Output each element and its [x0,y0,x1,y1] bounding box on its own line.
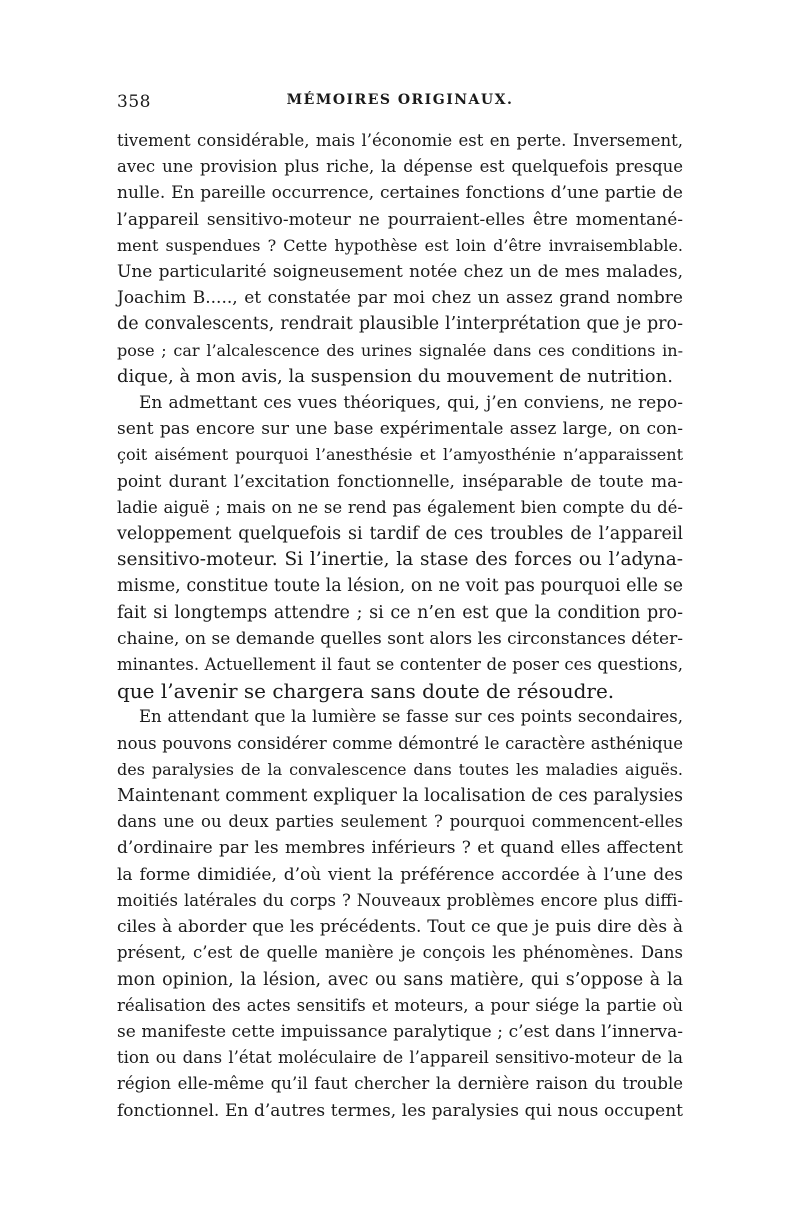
text-line: pose ; car l’alcalescence des urines signalée dans ces conditions in- [117,340,683,360]
text-line: des paralysies de la convalescence dans toutes les maladies aiguës. [117,759,683,779]
text-line: En admettant ces vues théoriques, qui, j’en conviens, ne repo- [139,393,683,414]
text-line: région elle-même qu’il faut chercher la dernière raison du trouble [117,1074,683,1094]
text-line: l’appareil sensitivo-moteur ne pourraient-elles être momentané- [117,209,683,230]
text-line: chaine, on se demande quelles sont alors les circonstances déter- [117,628,683,649]
text-line: fonctionnel. En d’autres termes, les paralysies qui nous occupent [117,1100,683,1121]
text-line: que l’avenir se chargera sans doute de résoudre. [117,679,615,704]
page-header [117,92,683,120]
text-line: sent pas encore sur une base expérimentale assez large, on con- [117,419,683,440]
text-line: En attendant que la lumière se fasse sur ces points secondaires, [139,707,683,727]
text-line: misme, constitue toute la lésion, on ne voit pas pourquoi elle se [117,576,683,597]
text-line: ciles à aborder que les précédents. Tout ce que je puis dire dès à [117,917,683,938]
text-line: avec une provision plus riche, la dépense est quelquefois presque [117,157,683,177]
text-line: sensitivo-moteur. Si l’inertie, la stase des forces ou l’adyna- [117,549,683,571]
text-line: moitiés latérales du corps ? Nouveaux problèmes encore plus diffi- [117,890,683,910]
text-line: fait si longtemps attendre ; si ce n’en est que la condition pro- [117,602,683,623]
body-text [117,128,683,1124]
text-line: veloppement quelquefois si tardif de ces troubles de l’appareil [117,524,683,545]
text-line: ment suspendues ? Cette hypothèse est loin d’être invraisemblable. [117,235,683,255]
page-number: 358 [117,92,151,112]
text-line: Joachim B....., et constatée par moi chez un assez grand nombre [117,288,683,309]
text-line: dique, à mon avis, la suspension du mouvement de nutrition. [117,365,673,387]
text-line: tion ou dans l’état moléculaire de l’appareil sensitivo-moteur de la [117,1048,683,1068]
text-line: tivement considérable, mais l’économie est en perte. Inversement, [117,131,683,150]
text-line: réalisation des actes sensitifs et moteurs, a pour siége la partie où [117,995,683,1015]
text-line: de convalescents, rendrait plausible l’interprétation que je pro- [117,314,683,335]
text-line: la forme dimidiée, d’où vient la préférence accordée à l’une des [117,864,683,885]
text-line: Maintenant comment expliquer la localisation de ces paralysies [117,786,683,807]
running-head: MÉMOIRES ORIGINAUX. [286,92,514,108]
text-line: nulle. En pareille occurrence, certaines fonctions d’une partie de [117,183,683,204]
text-line: ladie aiguë ; mais on ne se rend pas également bien compte du dé- [117,497,683,517]
text-line: point durant l’excitation fonctionnelle, inséparable de toute ma- [117,471,683,492]
text-line: nous pouvons considérer comme démontré le caractère asthénique [117,733,683,753]
text-line: minantes. Actuellement il faut se contenter de poser ces questions, [117,655,683,675]
text-line: d’ordinaire par les membres inférieurs ? et quand elles affectent [117,838,683,859]
text-line: présent, c’est de quelle manière je conçois les phénomènes. Dans [117,943,683,963]
text-line: Une particularité soigneusement notée chez un de mes malades, [117,262,683,283]
text-line: çoit aisément pourquoi l’anesthésie et l’amyosthénie n’apparaissent [117,445,683,465]
text-line: se manifeste cette impuissance paralytique ; c’est dans l’innerva- [117,1021,683,1042]
text-line: mon opinion, la lésion, avec ou sans matière, qui s’oppose à la [117,969,683,990]
text-line: dans une ou deux parties seulement ? pourquoi commencent-elles [117,812,683,832]
